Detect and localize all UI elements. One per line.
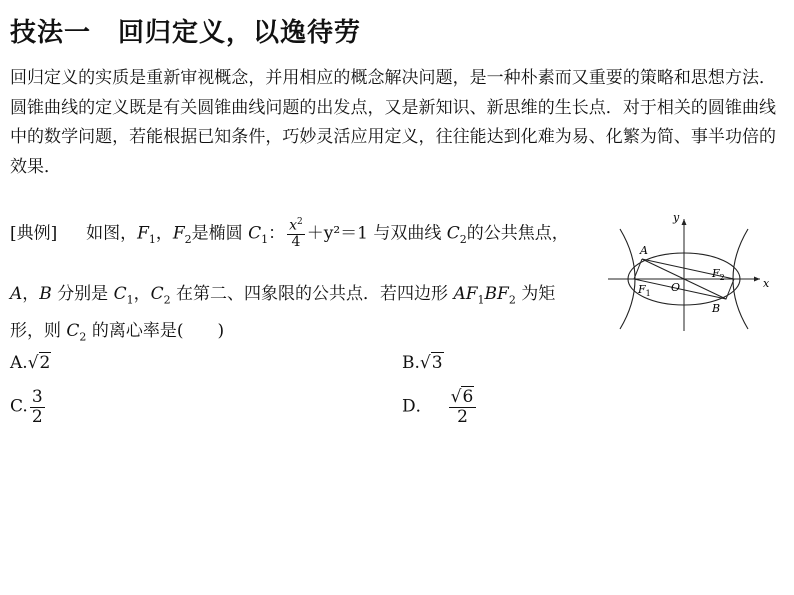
label-f1: $F_1$ [638, 283, 651, 298]
example-line-3: 形，则 $C_2$ 的离心率是( ) [10, 321, 225, 344]
option-c-fraction: $\frac{3}{2}$ [31, 387, 43, 427]
option-a-radicand: 2 [39, 353, 51, 373]
option-b-radicand: 3 [431, 353, 443, 373]
example-text-2c: 为矩 [521, 284, 556, 304]
example-text-1a: 如图， [86, 223, 138, 244]
y-axis-arrow [682, 219, 687, 225]
intro-paragraph: 回归定义的实质是重新审视概念，并用相应的概念解决问题，是一种朴素而又重要的策略和思想方法．圆锥曲线的定义既是有关圆锥曲线问题的出发点，又是新知识、新思维的生长点．对于相关的圆锥曲线中的数学问题，若能根据已知条件，巧妙灵活应用定义，往往能达到化难为易、化繁为简、事半功倍的效果． [10, 68, 776, 177]
label-b: B [712, 302, 721, 315]
ellipse-hyperbola-figure [598, 207, 776, 337]
x-axis-arrow [754, 277, 760, 282]
label-f2: $F_2$ [712, 267, 725, 282]
option-a[interactable]: A.√2 [10, 353, 51, 373]
ellipse-rest: ＋y²＝1 与双曲线 [306, 223, 442, 244]
option-c[interactable]: C. $\frac{3}{2}$ [10, 387, 43, 427]
ellipse-fraction: $\frac{x^2}{4}$ [289, 217, 303, 251]
example-text-1c: 的公共焦点， [466, 223, 569, 244]
example-text-3b: 的离心率是( ) [91, 321, 225, 341]
example-text-2b: 在第二、四象限的公共点．若四边形 [176, 284, 449, 304]
label-o: O [671, 281, 681, 294]
label-a: A [640, 244, 648, 257]
label-x: x [763, 277, 770, 290]
example-text-1b: 是椭圆 [191, 223, 243, 244]
option-d[interactable]: D． $\frac{√6}{2}$ [402, 388, 478, 426]
example-line-1: [典例] 如图，$F_1$，$F_2$是椭圆 $C_1$： $\frac{x^2}{4}$ ＋y²＝1 与双曲线 $C_2$的公共焦点， [10, 217, 569, 251]
example-line-2: A，B 分别是 $C_1$，$C_2$ 在第二、四象限的公共点．若四边形 $AF_1BF_2$ 为矩 [10, 284, 556, 307]
option-b[interactable]: B.√3 [402, 353, 443, 373]
section-title: 技法一 回归定义，以逸待劳 [10, 18, 362, 48]
example-tag: [典例] [10, 223, 58, 244]
example-text-3a: 形，则 [10, 321, 61, 341]
example-text-2a: 分别是 [57, 284, 109, 304]
label-y: y [673, 211, 680, 224]
option-d-fraction: $\frac{√6}{2}$ [449, 388, 477, 426]
